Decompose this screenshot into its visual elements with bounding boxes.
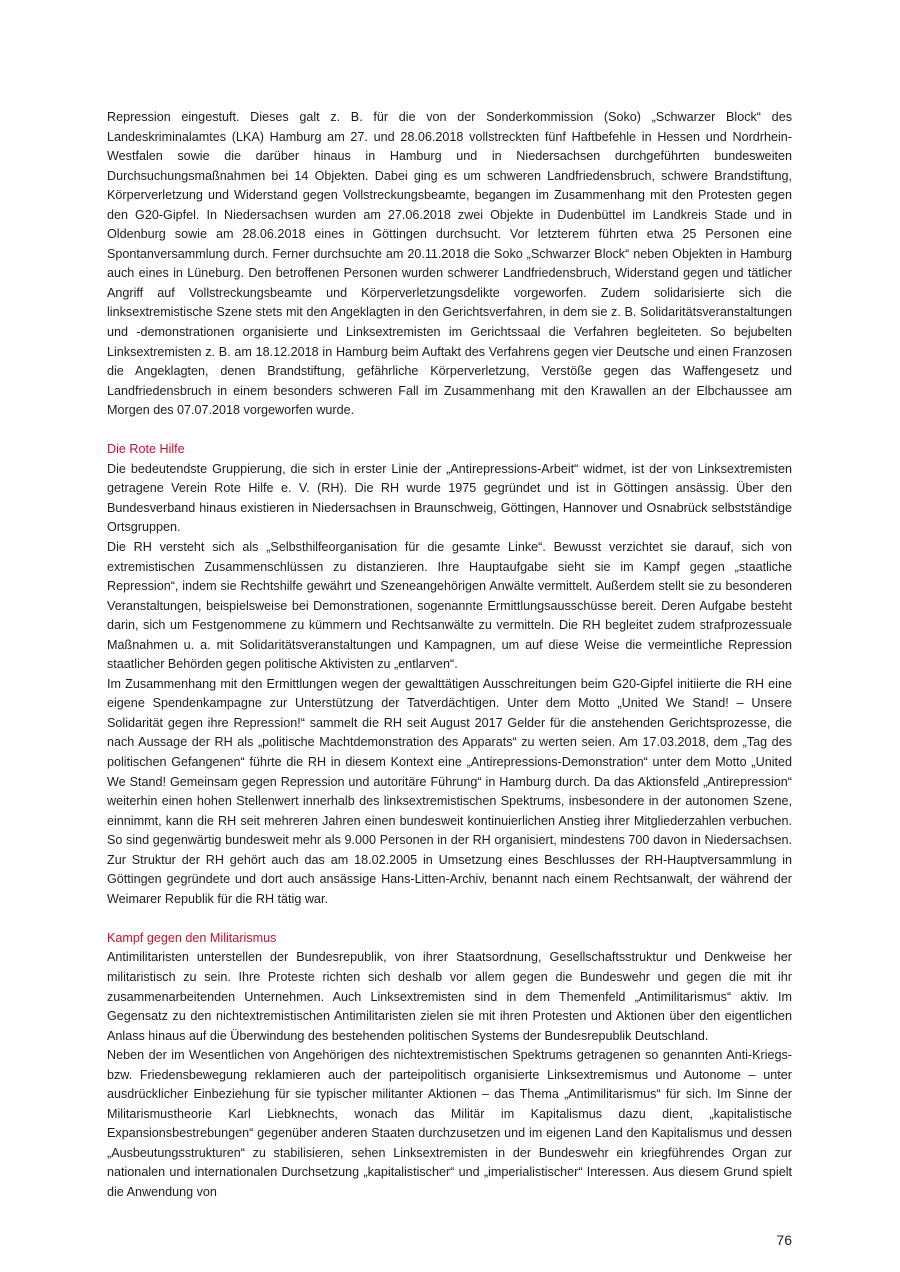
rote-hilfe-paragraph-2: Die RH versteht sich als „Selbsthilfeorganisation für die gesamte Linke“. Bewusst verzichtet sie darauf, sich von extremistischen Zusammenschlüssen zu distanzieren. Ihre Hauptaufgabe sieht sie im Kampf gegen „staatliche Repression“, indem sie Rechtshilfe gewährt und Szeneangehörigen Anwälte vermittelt. Außerdem stellt sie zu besonderen Veranstaltungen, beispielsweise bei Demonstrationen, sogenannte Ermittlungsausschüsse bereit. Deren Aufgabe besteht darin, sich um Festgenommene zu kümmern und Rechtsanwälte zu vermitteln. Die RH begleitet zudem strafprozessuale Maßnahmen u. a. mit Solidaritätsveranstaltungen und Kampagnen, um auf diese Weise die vermeintliche Repression staatlicher Behörden gegen politische Aktivisten zu „entlarven“.: [107, 539, 792, 672]
militarismus-paragraph-2: Neben der im Wesentlichen von Angehörigen des nichtextremistischen Spektrums getragenen so genannten Anti-Kriegs- bzw. Friedensbewegung reklamieren auch der parteipolitisch organisierte Linksextremismus und Autonome – unter ausdrücklicher Einbeziehung für sie typischer militanter Aktionen – das Thema „Antimilitarismus“ für sich. Im Sinne der Militarismustheorie Karl Liebknechts, wonach das Militär im Kapitalismus dazu dient, „kapitalistische Expansionsbestrebungen“ gegenüber anderen Staaten durchzusetzen und im eigenen Land den Kapitalismus und dessen „Ausbeutungsstrukturen“ zu stabilisieren, sehen Linksextremisten in der Bundeswehr ein kriegführendes Organ zur nationalen und internationalen Durchsetzung „kapitalistischer“ und „imperialistischer“ Interessen. Aus diesem Grund spielt die Anwendung von: [107, 1048, 792, 1199]
page-number: 76: [776, 1232, 792, 1248]
body-text: [107, 108, 792, 1203]
section-heading-rote-hilfe: Die Rote Hilfe: [107, 442, 185, 457]
section-heading-militarismus: Kampf gegen den Militarismus: [107, 930, 277, 945]
rote-hilfe-paragraph-1: Die bedeutendste Gruppierung, die sich in erster Linie der „Antirepressions-Arbeit“ widmet, ist der von Linksextremisten getragene Verein Rote Hilfe e. V. (RH). Die RH wurde 1975 gegründet und ist in Göttingen ansässig. Über den Bundesverband hinaus existieren in Niedersachsen in Braunschweig, Göttingen, Hannover und Osnabrück selbstständige Ortsgruppen.: [107, 461, 792, 535]
rote-hilfe-paragraph-3: Im Zusammenhang mit den Ermittlungen wegen der gewalttätigen Ausschreitungen beim G20-Gipfel initiierte die RH eine eigene Spendenkampagne zur Unterstützung der Tatverdächtigen. Unter dem Motto „United We Stand! – Unsere Solidarität gegen ihre Repression!“ sammelt die RH seit August 2017 Gelder für die anstehenden Gerichtsprozesse, die nach Aussage der RH als „politische Machtdemonstration des Apparats“ zu werten seien. Am 17.03.2018, dem „Tag des politischen Gefangenen“ führte die RH in diesem Kontext eine „Antirepressions-Demonstration“ unter dem Motto „United We Stand! Gemeinsam gegen Repression und autoritäre Führung“ in Hamburg durch. Da das Aktionsfeld „Antirepression“ weiterhin einen hohen Stellenwert innerhalb des linksextremistischen Spektrums, insbesondere in der autonomen Szene, einnimmt, kann die RH seit mehreren Jahren einen bundesweit kontinuierlichen Anstieg ihrer Mitgliederzahlen verbuchen. So sind gegenwärtig bundesweit mehr als 9.000 Personen in der RH organisiert, mindestens 700 davon in Niedersachsen. Zur Struktur der RH gehört auch das am 18.02.2005 in Umsetzung eines Beschlusses der RH-Hauptversammlung in Göttingen gegründete und dort auch ansässige Hans-Litten-Archiv, benannt nach einem Rechtsanwalt, der während der Weimarer Republik für die RH tätig war.: [107, 676, 792, 906]
section-spacer: [107, 909, 792, 929]
intro-paragraph: Repression eingestuft. Dieses galt z. B. für die von der Sonderkommission (Soko) „Schwarzer Block“ des Landeskriminalamtes (LKA) Hamburg am 27. und 28.06.2018 vollstreckten fünf Haftbefehle in Hessen und Nordrhein-Westfalen sowie die darüber hinaus in Hamburg und in Niedersachsen durchgeführten bundesweiten Durchsuchungsmaßnahmen bei 14 Objekten. Dabei ging es um schweren Landfriedensbruch, schwere Brandstiftung, Körperverletzung und Widerstand gegen Vollstreckungsbeamte, begangen im Zusammenhang mit den Protesten gegen den G20-Gipfel. In Niedersachsen wurden am 27.06.2018 zwei Objekte in Dudenbüttel im Landkreis Stade und in Oldenburg sowie am 28.06.2018 eines in Göttingen durchsucht. Vor letzterem führten etwa 25 Personen eine Spontanversammlung durch. Ferner durchsuchte am 20.11.2018 die Soko „Schwarzer Block“ neben Objekten in Hamburg auch eines in Lüneburg. Den betroffenen Personen wurden schwerer Landfriedensbruch, Widerstand gegen und tätlicher Angriff auf Vollstreckungsbeamte und Körperverletzungsdelikte vorgeworfen. Zudem solidarisierte sich die linksextremistische Szene stets mit den Angeklagten in den Gerichtsverfahren, in dem sie z. B. Solidaritätsveranstaltungen und -demonstrationen organisierte und Linksextremisten im Gerichtssaal die Verfahren begleiteten. So bejubelten Linksextremisten z. B. am 18.12.2018 in Hamburg beim Auftakt des Verfahrens gegen vier Deutsche und einen Franzosen die Angeklagten, denen Brandstiftung, gefährliche Körperverletzung, Verstöße gegen das Waffengesetz und Landfriedensbruch in einem besonders schweren Fall im Zusammenhang mit den Krawallen an der Elbchaussee am Morgen des 07.07.2018 vorgeworfen wurde.: [107, 110, 792, 418]
section-spacer: [107, 421, 792, 441]
militarismus-paragraph-1: Antimilitaristen unterstellen der Bundesrepublik, von ihrer Staatsordnung, Gesellschaftsstruktur und Denkweise her militaristisch zu sein. Ihre Proteste richten sich deshalb vor allem gegen die Bundeswehr und gegen die mit ihr zusammenarbeitenden Unternehmen. Auch Linksextremisten sind in dem Themenfeld „Antimilitarismus“ aktiv. Im Gegensatz zu den nichtextremistischen Antimilitaristen zielen sie mit ihren Protesten und Aktionen über den eigentlichen Anlass hinaus auf die Überwindung des bestehenden politischen Systems der Bundesrepublik Deutschland.: [107, 950, 792, 1043]
